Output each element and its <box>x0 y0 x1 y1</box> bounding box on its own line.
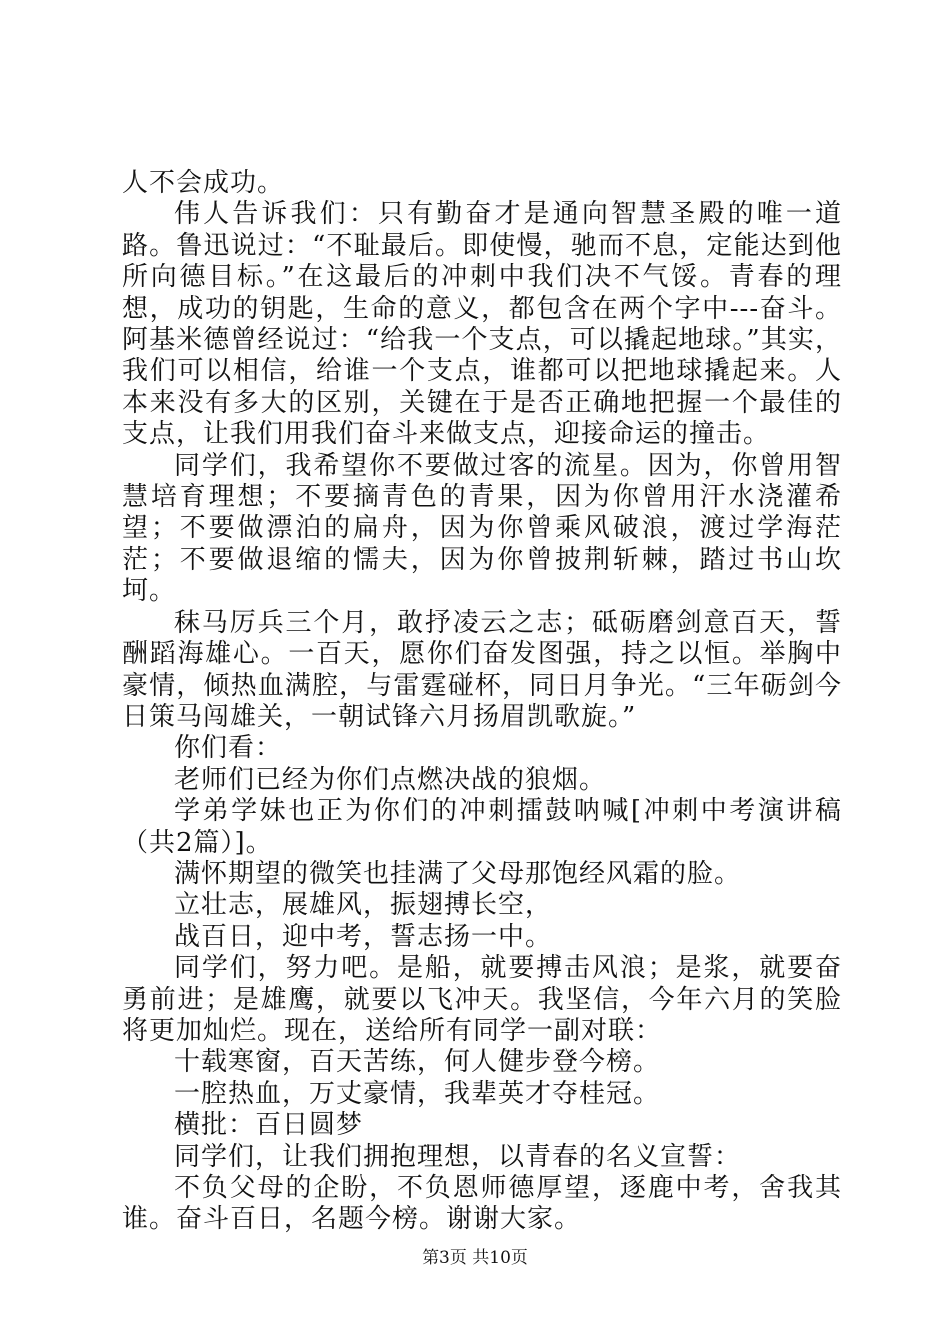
paragraph-ambition: 立壮志，展雄风，振翅搏长空， <box>174 890 553 921</box>
paragraph-teachers: 老师们已经为你们点燃决战的狼烟。 <box>174 764 607 795</box>
paragraph-hundred-days: 战百日，迎中考，誓志扬一中。 <box>174 921 553 952</box>
paragraph-meteor: 同学们，我希望你不要做过客的流星。因为，你曾用智慧培育理想；不要摘青色的青果，因为你曾用汗水浇灌希望；不要做漂泊的扁舟，因为你曾乘风破浪，渡过学海茫茫；不要做退缩的懦夫，因为你曾披荆斩棘，踏过书山坎坷。 <box>122 450 842 607</box>
couplet-line-2: 一腔热血，万丈豪情，我辈英才夺桂冠。 <box>174 1078 661 1109</box>
paragraph-effort: 同学们，努力吧。是船，就要搏击风浪；是浆，就要奋勇前进；是雄鹰，就要以飞冲天。我坚信，今年六月的笑脸将更加灿烂。现在，送给所有同学一副对联： <box>122 953 842 1046</box>
paragraph-diligence: 伟人告诉我们：只有勤奋才是通向智慧圣殿的唯一道路。鲁迅说过：“不耻最后。即使慢，驰而不息，定能达到他所向德目标。”在这最后的冲刺中我们决不气馁。青春的理想，成功的钥匙，生命的意义，都包含在两个字中---奋斗。阿基米德曾经说过：“给我一个支点，可以撬起地球。”其实，我们可以相信，给谁一个支点，谁都可以把地球撬起来。人本来没有多大的区别，关键在于是否正确地把握一个最佳的支点，让我们用我们奋斗来做支点，迎接命运的撞击。 <box>122 199 842 450</box>
paragraph-juniors: 学弟学妹也正为你们的冲刺擂鼓呐喊[冲刺中考演讲稿（共2篇）]。 <box>122 796 842 858</box>
document-body <box>122 168 842 1236</box>
paragraph-oath-intro: 同学们，让我们拥抱理想，以青春的名义宣誓： <box>174 1141 742 1172</box>
paragraph-parents: 满怀期望的微笑也挂满了父母那饱经风霜的脸。 <box>174 858 742 889</box>
paragraph-continuation: 人不会成功。 <box>122 168 285 198</box>
couplet-line-1: 十载寒窗，百天苦练，何人健步登今榜。 <box>174 1047 661 1078</box>
paragraph-preparation: 秣马厉兵三个月，敢抒凌云之志；砥砺磨剑意百天，誓酬蹈海雄心。一百天，愿你们奋发图强，持之以恒。举胸中豪情，倾热血满腔，与雷霆碰杯，同日月争光。“三年砺剑今日策马闯雄关，一朝试锋六月扬眉凯歌旋。” <box>122 607 842 732</box>
paragraph-oath: 不负父母的企盼，不负恩师德厚望，逐鹿中考，舍我其谁。奋斗百日，名题今榜。谢谢大家。 <box>122 1173 842 1235</box>
page-number-footer: 第3页 共10页 <box>422 1248 528 1268</box>
couplet-banner: 横批：百日圆梦 <box>174 1110 364 1141</box>
paragraph-look: 你们看： <box>174 733 283 764</box>
